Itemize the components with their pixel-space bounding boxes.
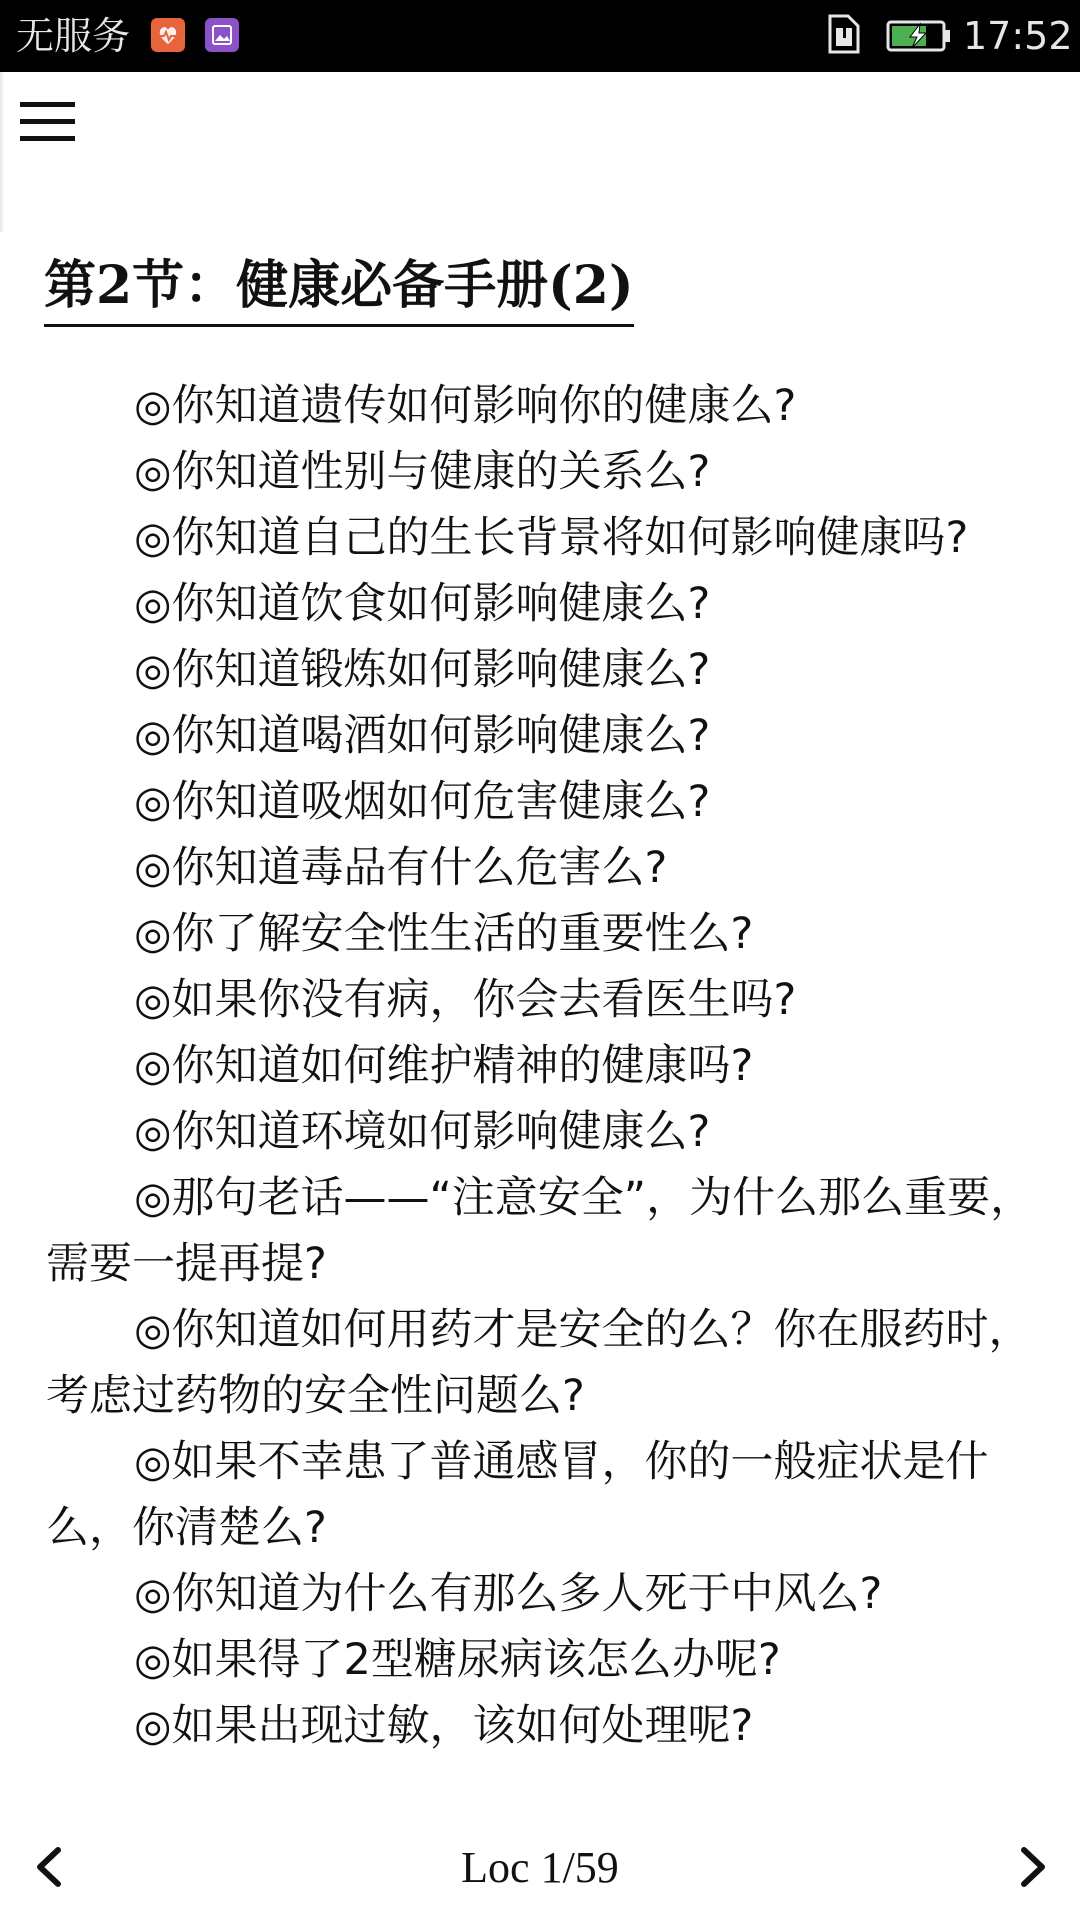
paragraph: ◎你知道喝酒如何影响健康么?	[134, 711, 711, 761]
chevron-right-icon[interactable]	[1012, 1844, 1052, 1890]
sim-card-icon	[826, 14, 862, 58]
paragraph: ◎你知道自己的生长背景将如何影响健康吗?	[134, 513, 969, 563]
carrier-label: 无服务	[16, 14, 131, 58]
paragraph: ◎你知道为什么有那么多人死于中风么?	[134, 1569, 883, 1619]
menu-bar-line	[20, 119, 75, 124]
page-navigation-bar	[0, 1820, 1080, 1910]
menu-bar-line	[20, 102, 75, 107]
paragraph: ◎如果出现过敏，该如何处理呢?	[134, 1701, 754, 1751]
chapter-title: 第2节：健康必备手册(2)	[44, 250, 634, 327]
paragraph: ◎你知道锻炼如何影响健康么?	[134, 645, 711, 695]
paragraph: ◎如果不幸患了普通感冒，你的一般症状是什么，你清楚么?	[46, 1437, 989, 1553]
menu-bar-line	[20, 136, 75, 141]
battery-charging-icon	[886, 20, 952, 56]
paragraph: ◎如果你没有病，你会去看医生吗?	[134, 975, 797, 1025]
paragraph: ◎你知道吸烟如何危害健康么?	[134, 777, 711, 827]
status-time: 17:52	[963, 14, 1073, 58]
paragraph: ◎你知道性别与健康的关系么?	[134, 447, 711, 497]
paragraph: ◎你知道饮食如何影响健康么?	[134, 579, 711, 629]
paragraph: ◎如果得了2型糖尿病该怎么办呢?	[134, 1635, 781, 1685]
paragraph: ◎你知道毒品有什么危害么?	[134, 843, 668, 893]
paragraph: ◎你知道如何用药才是安全的么？你在服药时，考虑过药物的安全性问题么?	[46, 1305, 1032, 1421]
paragraph: ◎你了解安全性生活的重要性么?	[134, 909, 754, 959]
location-indicator: Loc 1/59	[461, 1843, 619, 1892]
paragraph: ◎那句老话——“注意安全”，为什么那么重要，需要一提再提?	[46, 1173, 1034, 1289]
hamburger-menu-icon[interactable]	[0, 84, 80, 164]
paragraph: ◎你知道环境如何影响健康么?	[134, 1107, 711, 1157]
book-content[interactable]	[46, 373, 1036, 1759]
paragraph: ◎你知道如何维护精神的健康吗?	[134, 1041, 754, 1091]
status-bar	[0, 0, 1080, 72]
paragraph: ◎你知道遗传如何影响你的健康么?	[134, 381, 797, 431]
gallery-app-icon	[205, 18, 239, 52]
health-app-icon	[151, 18, 185, 52]
